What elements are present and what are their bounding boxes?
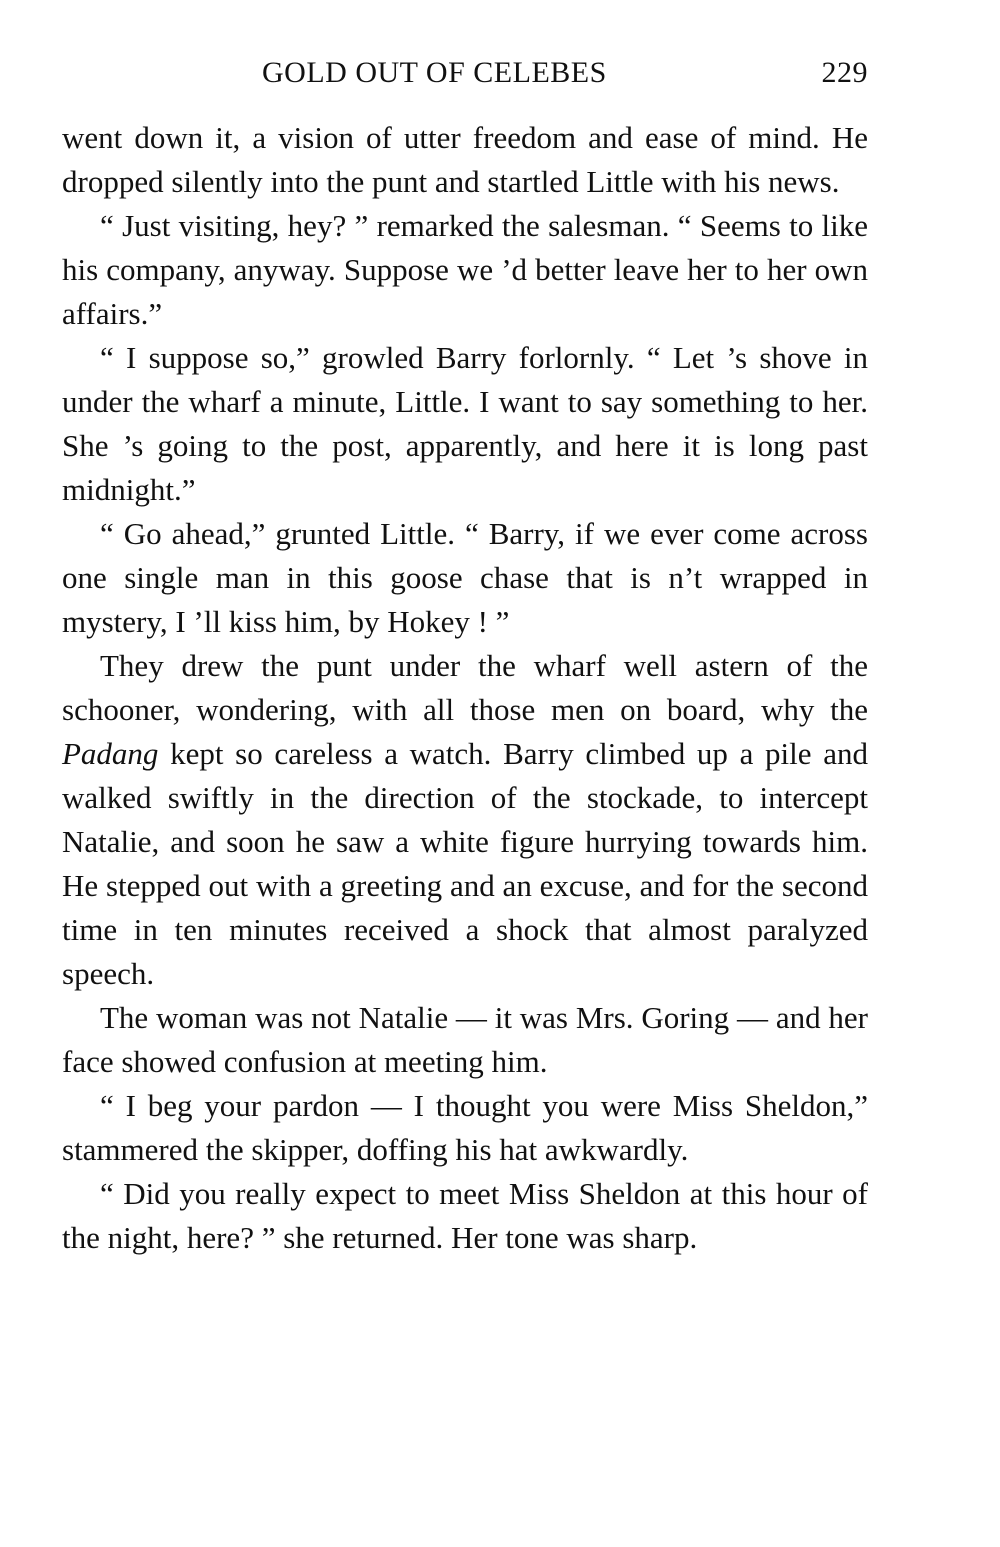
paragraph: “ Go ahead,” grunted Little. “ Barry, if we ever come across one single man in this goose chase that is n’t wrapped in mystery, I ’ll kiss him, by Hokey ! ” (62, 516, 868, 639)
paragraph: The woman was not Natalie — it was Mrs. Goring — and her face showed confusion at meeting him. (62, 1000, 868, 1079)
book-page (62, 56, 868, 1260)
paragraph (62, 644, 868, 996)
ship-name-italic: Padang (62, 736, 159, 771)
paragraph: “ Did you really expect to meet Miss Sheldon at this hour of the night, here? ” she returned. Her tone was sharp. (62, 1176, 868, 1255)
paragraph-text: They drew the punt under the wharf well astern of the schooner, wondering, with all those men on board, why the (62, 648, 868, 727)
body-text (62, 116, 868, 1260)
running-title: GOLD OUT OF CELEBES (262, 56, 607, 89)
paragraph-text: kept so careless a watch. Barry climbed up a pile and walked swiftly in the direction of the stockade, to intercept Natalie, and soon he saw a white figure hurrying towards him. He stepped out with a greeting and an excuse, and for the second time in ten minutes received a shock that almost paralyzed speech. (62, 736, 868, 991)
paragraph: went down it, a vision of utter freedom and ease of mind. He dropped silently into the punt and startled Little with his news. (62, 120, 868, 199)
paragraph: “ I suppose so,” growled Barry forlornly. “ Let ’s shove in under the wharf a minute, Little. I want to say something to her. She ’s going to the post, apparently, and here it is long past midnight.” (62, 340, 868, 507)
paragraph: “ I beg your pardon — I thought you were Miss Sheldon,” stammered the skipper, doffing his hat awkwardly. (62, 1088, 868, 1167)
running-head (62, 56, 868, 96)
paragraph: “ Just visiting, hey? ” remarked the salesman. “ Seems to like his company, anyway. Suppose we ’d better leave her to her own affairs.” (62, 208, 868, 331)
page-number: 229 (821, 56, 868, 89)
